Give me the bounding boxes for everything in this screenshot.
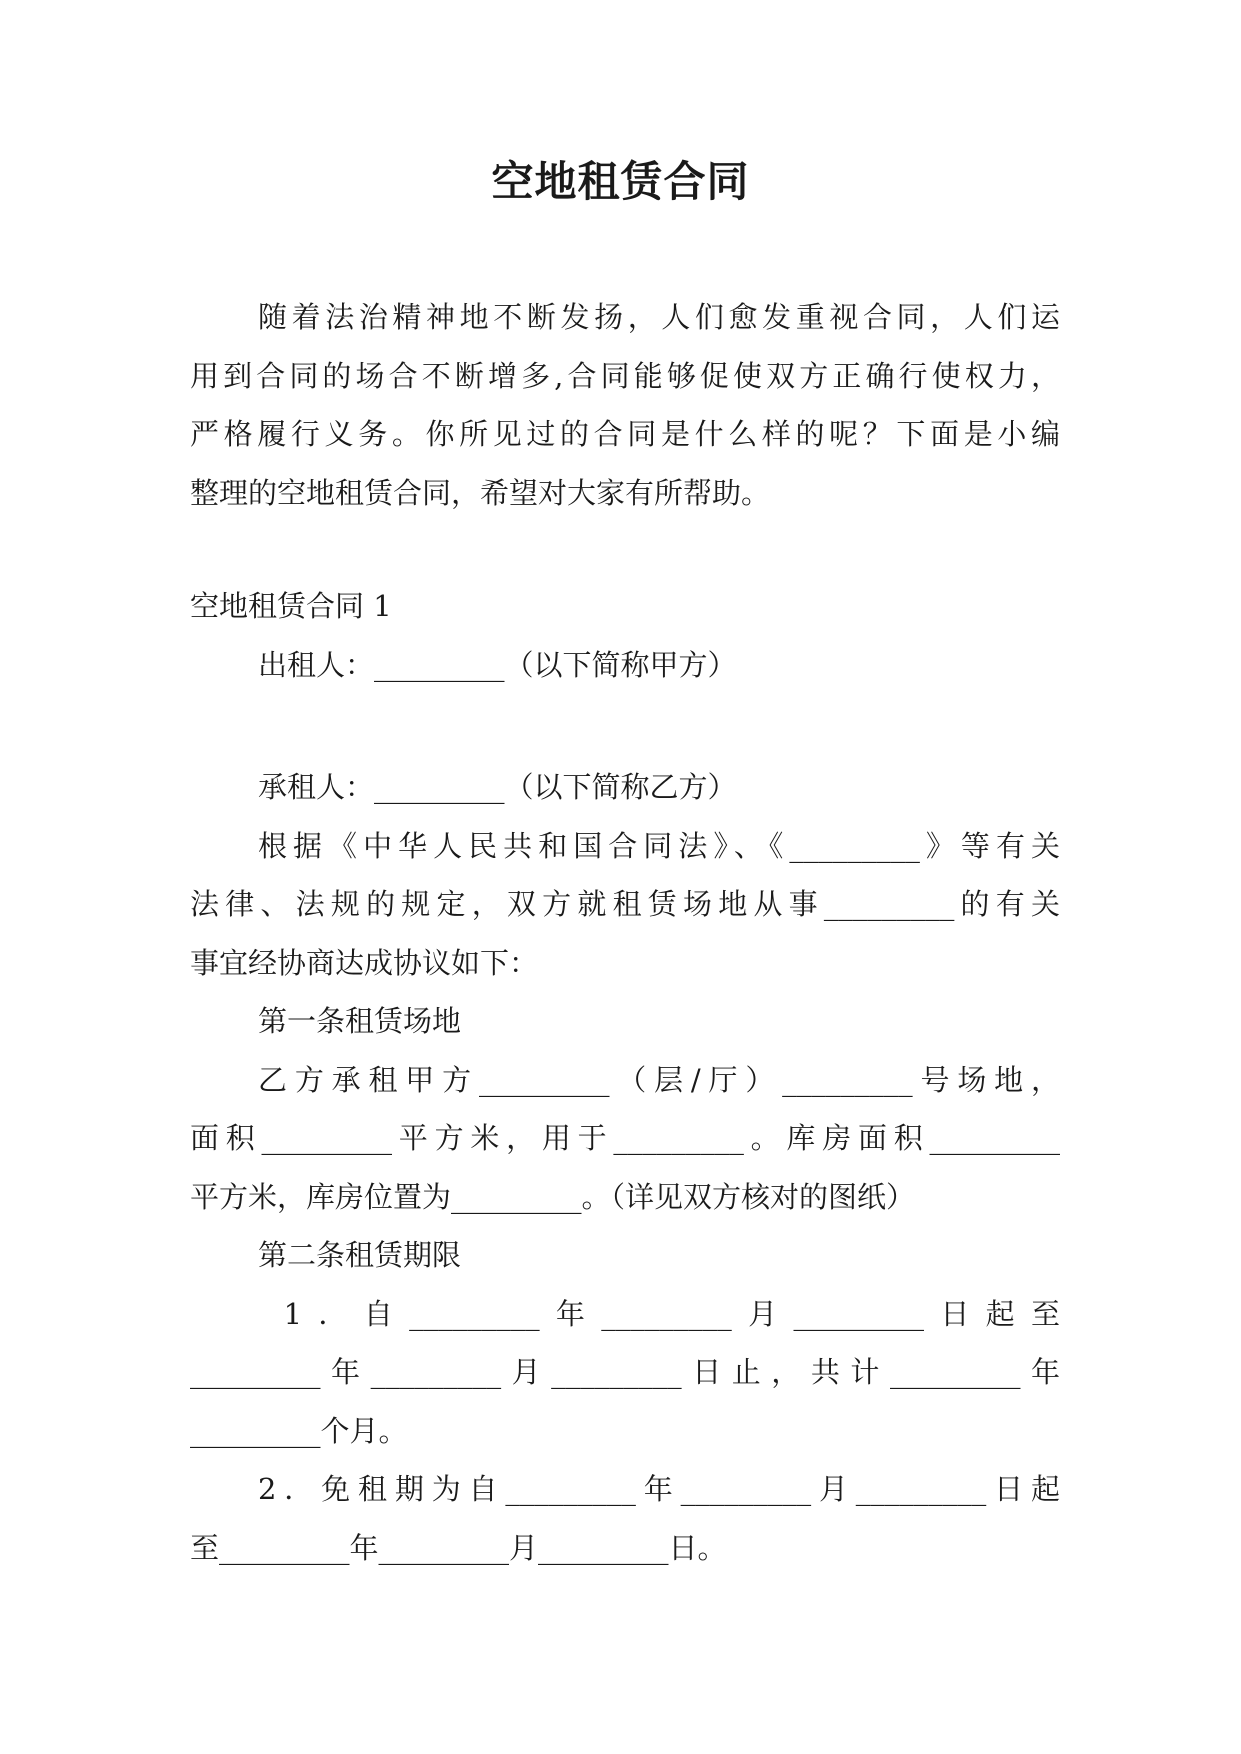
intro-line: 用到合同的场合不断增多,合同能够促使双方正确行使权力， [190, 358, 1060, 393]
term-2-line: 至_________年_________月_________日。 [190, 1530, 727, 1565]
article-1-line: 平方米，库房位置为_________。（详见双方核对的图纸） [190, 1179, 916, 1214]
section-title: 空地租赁合同 1 [190, 589, 392, 623]
article-1-line: 面积_________平方米，用于_________。库房面积_________ [190, 1121, 1060, 1155]
basis-line: 事宜经协商达成协议如下： [190, 945, 539, 980]
basis-line: 法律、法规的规定，双方就租赁场地从事_________的有关 [190, 887, 1060, 921]
lessee-line: 承租人：_________（以下简称乙方） [258, 770, 737, 804]
intro-line: 整理的空地租赁合同，希望对大家有所帮助。 [190, 475, 771, 510]
document-title: 空地租赁合同 [491, 157, 750, 206]
document-body [190, 288, 1060, 1577]
basis-line: 根据《中华人民共和国合同法》、《_________》等有关 [258, 828, 1060, 863]
term-1-line: _________年_________月_________日止，共计_________年 [190, 1355, 1060, 1389]
term-2-line: 2．免租期为自_________年_________月_________日起 [258, 1472, 1060, 1506]
article-1-line: 乙方承租甲方_________（层/厅）_________号场地， [258, 1062, 1060, 1097]
article-1-title: 第一条租赁场地 [258, 1004, 462, 1038]
article-2-title: 第二条租赁期限 [258, 1238, 462, 1272]
term-1-line: 1．自_________年_________月_________日起至 [258, 1296, 1061, 1331]
intro-line: 随着法治精神地不断发扬，人们愈发重视合同，人们运 [258, 300, 1060, 334]
intro-line: 严格履行义务。你所见过的合同是什么样的呢？下面是小编 [190, 417, 1060, 451]
term-1-line: _________个月。 [190, 1413, 408, 1448]
lessor-line: 出租人：_________（以下简称甲方） [258, 647, 737, 682]
